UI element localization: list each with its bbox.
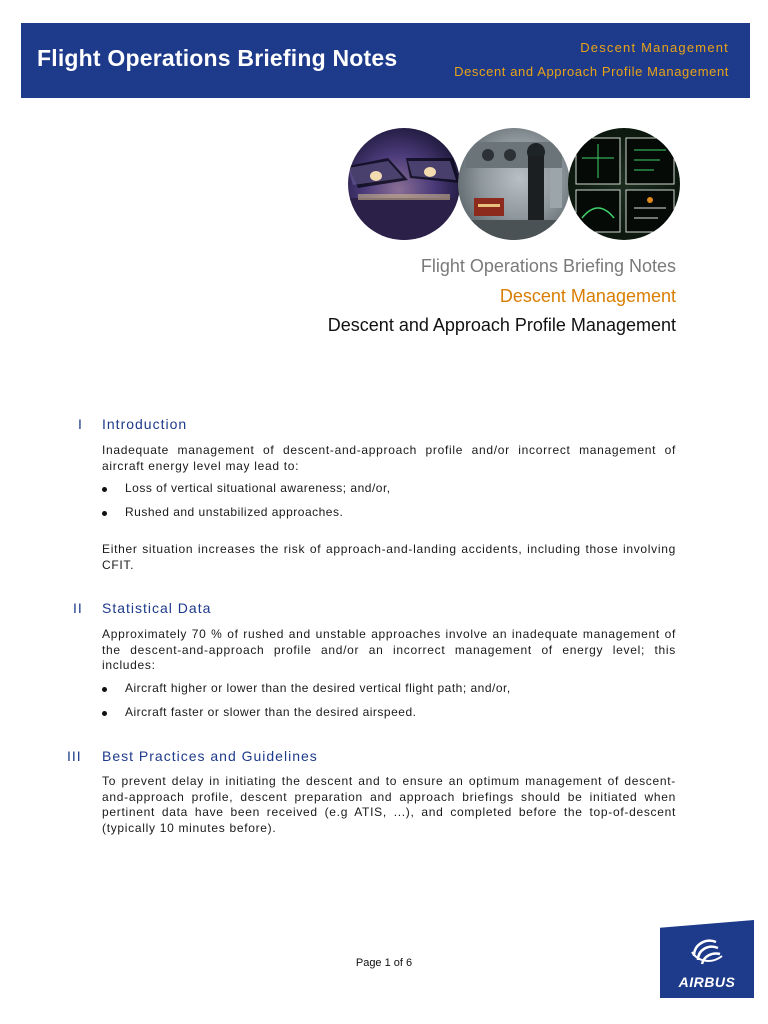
section-number: I [78,416,83,432]
section-paragraph: Inadequate management of descent-and-approach profile and/or incorrect management of aircraft energy level may lead to: [102,443,676,473]
list-item-text: Aircraft higher or lower than the desired vertical flight path; and/or, [125,681,511,695]
section-number: II [73,600,83,616]
list-item-text: Aircraft faster or slower than the desired airspeed. [125,705,417,719]
section-title: Statistical Data [102,600,212,616]
section-paragraph: To prevent delay in initiating the descent and to ensure an optimum management of descent-and-approach profile, descent preparation and approach briefings should be initiated when pertinent data have been received (e.g ATIS, ...), and completed before the top-of-descent (typically 10 minutes before). [102,774,676,835]
list-item-text: Loss of vertical situational awareness; and/or, [125,481,391,495]
section-number: III [67,748,82,764]
cover-topic: Descent and Approach Profile Management [327,315,676,335]
section-paragraph: Approximately 70 % of rushed and unstable approaches involve an inadequate management of the descent-and-approach profile and/or an incorrect management of energy level; this includes: [102,627,676,672]
page-number: Page 1 of 6 [355,957,413,969]
section-paragraph: Either situation increases the risk of approach-and-landing accidents, including those involving CFIT. [102,542,676,572]
bullet-icon [102,687,107,692]
header-banner [21,23,750,98]
airbus-swirl-icon [688,934,726,970]
bullet-icon [102,487,107,492]
bullet-icon [102,511,107,516]
cockpit-photos [348,128,680,241]
logo-text: AIRBUS [678,974,736,990]
cockpit-display-photo [568,128,680,240]
section-title: Introduction [102,416,188,432]
airbus-logo [660,920,754,998]
cover-category: Descent Management [499,286,676,306]
header-subtitle-topic: Descent and Approach Profile Management [454,64,729,79]
list-item-text: Rushed and unstabilized approaches. [125,505,344,519]
header-subtitle-category: Descent Management [580,40,729,55]
cockpit-window-photo [348,128,460,240]
cockpit-panel-photo [458,128,570,240]
cover-series-title: Flight Operations Briefing Notes [420,256,676,276]
section-title: Best Practices and Guidelines [102,748,318,764]
header-title: Flight Operations Briefing Notes [37,45,398,71]
bullet-icon [102,711,107,716]
